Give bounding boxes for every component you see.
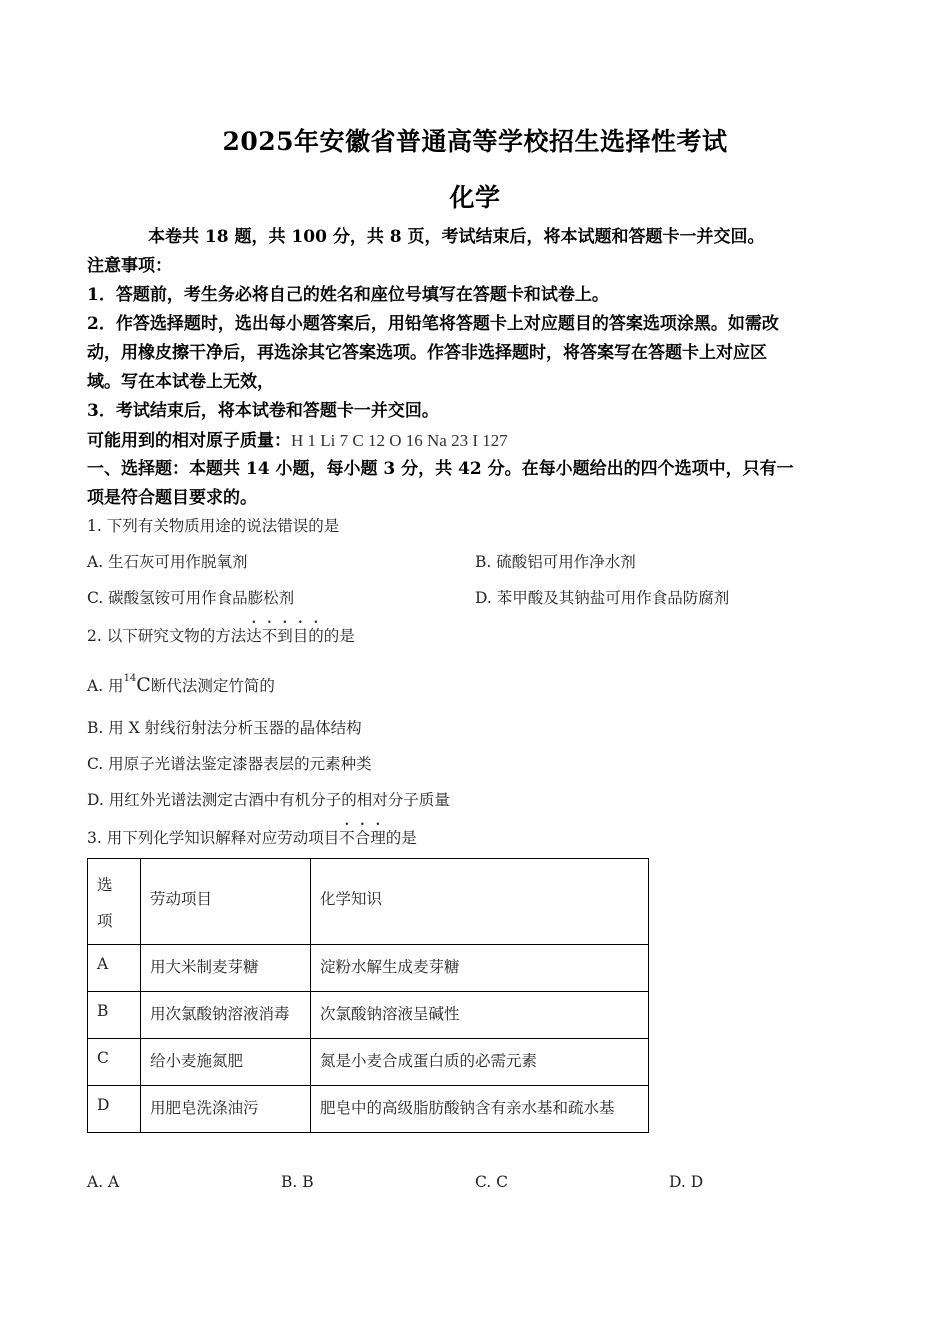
q2-option-a xyxy=(87,664,877,701)
notes-heading: 注意事项： xyxy=(87,256,172,276)
row-knowledge: 淀粉水解生成麦芽糖 xyxy=(311,945,649,992)
row-knowledge: 氮是小麦合成蛋白质的必需元素 xyxy=(311,1039,649,1086)
q3-stem-emphasis: 不合理 xyxy=(339,829,386,847)
q2-stem-emphasis: 达不到目的 xyxy=(246,627,324,645)
q1-option-a: A. 生石灰可用作脱氧剂 xyxy=(87,553,248,571)
table-header-row xyxy=(88,859,649,945)
table-row xyxy=(88,1086,649,1133)
q3-option-d: D. D xyxy=(669,1173,704,1191)
header-option-char-2: 项 xyxy=(97,912,113,930)
q1-option-b: B. 硫酸铝可用作净水剂 xyxy=(475,553,636,571)
q2-option-a-post: 断代法测定竹简的 xyxy=(150,677,275,695)
note-1: 1．答题前，考生务必将自己的姓名和座位号填写在答题卡和试卷上。 xyxy=(87,285,609,305)
section-heading-line-2: 项是符合题目要求的。 xyxy=(87,488,257,508)
row-option: B xyxy=(88,992,141,1039)
note-2-line-3: 域。写在本试卷上无效， xyxy=(87,372,274,392)
row-work: 给小麦施氮肥 xyxy=(141,1039,311,1086)
q3-option-a: A. A xyxy=(87,1173,120,1191)
note-3: 3．考试结束后，将本试卷和答题卡一并交回。 xyxy=(87,401,439,421)
atomic-masses-values: H 1 Li 7 C 12 O 16 Na 23 I 127 xyxy=(291,431,508,450)
q1-option-c: C. 碳酸氢铵可用作食品膨松剂 xyxy=(87,589,295,607)
atomic-masses xyxy=(87,426,877,456)
row-work: 用次氯酸钠溶液消毒 xyxy=(141,992,311,1039)
table-row xyxy=(88,992,649,1039)
section-heading-line-1: 一、选择题：本题共 14 小题，每小题 3 分，共 42 分。在每小题给出的四个选项中，只有一 xyxy=(87,459,794,479)
atomic-masses-label: 可能用到的相对原子质量： xyxy=(87,431,291,451)
intro-text: 本卷共 18 题，共 100 分，共 8 页，考试结束后，将本试题和答题卡一并交回。 xyxy=(148,227,765,247)
exam-title: 2025年安徽省普通高等学校招生选择性考试 xyxy=(222,127,728,156)
isotope-symbol: C xyxy=(136,674,151,696)
header-knowledge-cell: 化学知识 xyxy=(311,859,649,945)
q3-option-b: B. B xyxy=(281,1173,314,1191)
q3-table xyxy=(87,858,649,1133)
q3-stem xyxy=(87,820,877,853)
table-row xyxy=(88,945,649,992)
row-work: 用肥皂洗涤油污 xyxy=(141,1086,311,1133)
header-work-cell: 劳动项目 xyxy=(141,859,311,945)
row-work: 用大米制麦芽糖 xyxy=(141,945,311,992)
q3-stem-pre: 3. 用下列化学知识解释对应劳动项目 xyxy=(87,829,340,847)
row-knowledge: 次氯酸钠溶液呈碱性 xyxy=(311,992,649,1039)
q2-stem-pre: 2. 以下研究文物的方法 xyxy=(87,627,247,645)
q2-stem xyxy=(87,618,877,651)
q2-option-c: C. 用原子光谱法鉴定漆器表层的元素种类 xyxy=(87,755,372,773)
table-row xyxy=(88,1039,649,1086)
q2-stem-post: 的是 xyxy=(323,627,355,645)
q2-option-d: D. 用红外光谱法测定古酒中有机分子的相对分子质量 xyxy=(87,791,450,809)
q2-option-a-pre: A. 用 xyxy=(87,677,124,695)
note-2-line-1: 2．作答选择题时，选出每小题答案后，用铅笔将答题卡上对应题目的答案选项涂黑。如需改 xyxy=(87,314,779,334)
row-option: A xyxy=(88,945,141,992)
note-2-line-2: 动，用橡皮擦干净后，再选涂其它答案选项。作答非选择题时，将答案写在答题卡上对应区 xyxy=(87,343,767,363)
header-option-char-1: 选 xyxy=(97,876,113,894)
q1-stem: 1. 下列有关物质用途的说法错误的是 xyxy=(87,517,340,535)
q2-option-b: B. 用 X 射线衍射法分析玉器的晶体结构 xyxy=(87,719,362,737)
header-option-cell xyxy=(88,859,141,945)
isotope-mass-number: 14 xyxy=(123,673,137,684)
subject-title: 化学 xyxy=(449,183,501,212)
q1-option-d: D. 苯甲酸及其钠盐可用作食品防腐剂 xyxy=(475,589,730,607)
row-option: D xyxy=(88,1086,141,1133)
q3-option-c: C. C xyxy=(475,1173,509,1191)
q3-stem-post: 的是 xyxy=(385,829,417,847)
row-knowledge: 肥皂中的高级脂肪酸钠含有亲水基和疏水基 xyxy=(311,1086,649,1133)
row-option: C xyxy=(88,1039,141,1086)
